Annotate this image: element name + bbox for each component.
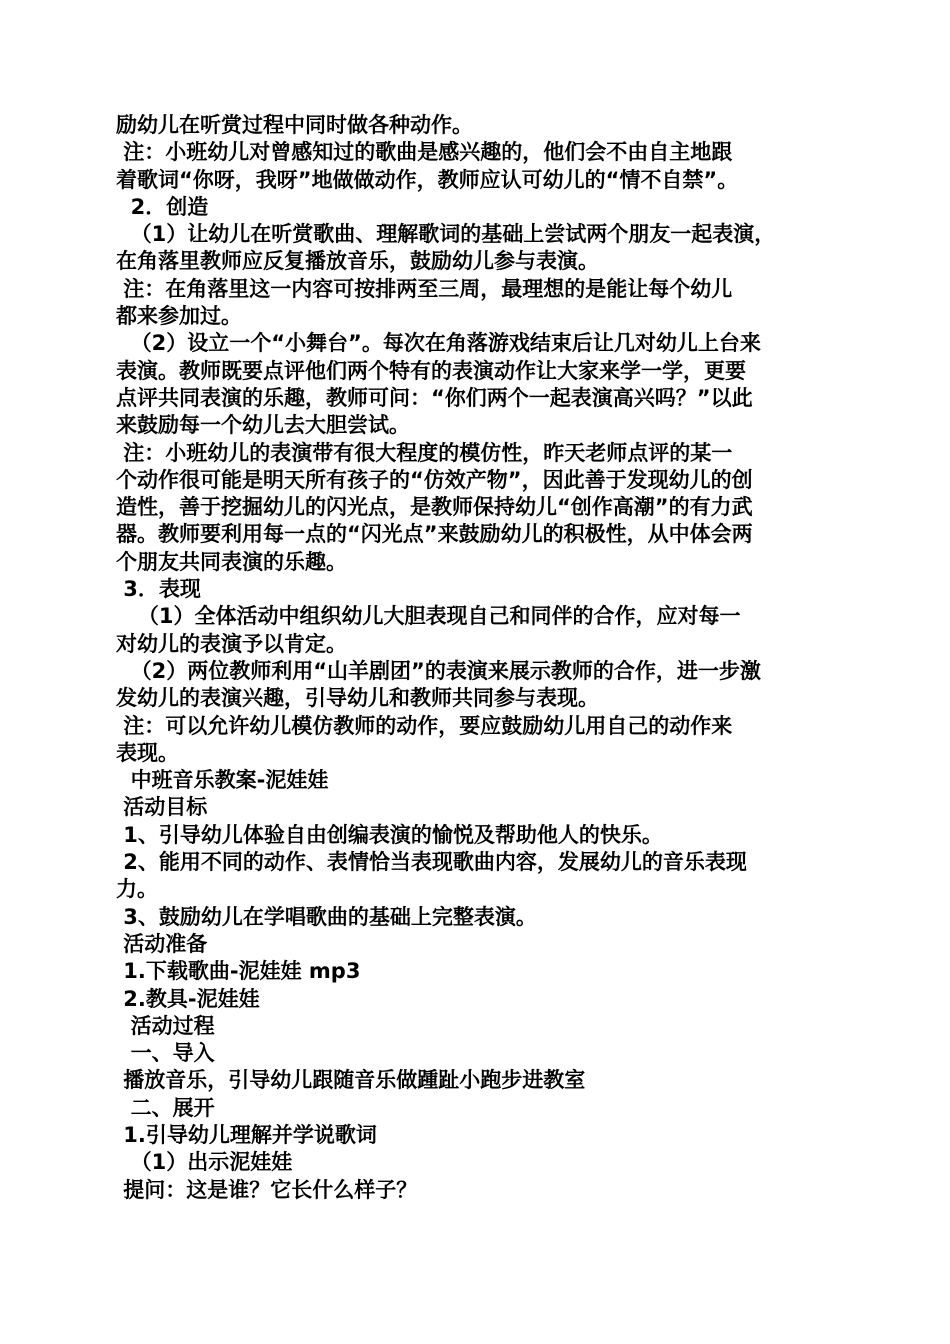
- text-line: 播放音乐，引导幼儿跟随音乐做踵趾小跑步进教室: [116, 1068, 586, 1093]
- text-line: 2、能用不同的动作、表情恰当表现歌曲内容，发展幼儿的音乐表现: [116, 850, 747, 875]
- text-line: 活动目标: [116, 795, 208, 820]
- text-line: 力。: [116, 877, 158, 902]
- text-line: 在角落里教师应反复播放音乐，鼓励幼儿参与表演。: [116, 249, 599, 274]
- text-line: 个动作很可能是明天所有孩子的“仿效产物”，因此善于发现幼儿的创: [116, 467, 753, 492]
- text-line: 发幼儿的表演兴趣，引导幼儿和教师共同参与表现。: [116, 686, 599, 711]
- text-line: 3、鼓励幼儿在学唱歌曲的基础上完整表演。: [116, 904, 537, 929]
- document-body: [116, 112, 856, 1204]
- text-line: 点评共同表演的乐趣，教师可问：“你们两个一起表演高兴吗？”以此: [116, 385, 753, 410]
- text-line: 来鼓励每一个幼儿去大胆尝试。: [116, 413, 410, 438]
- text-line: 1、引导幼儿体验自由创编表演的愉悦及帮助他人的快乐。: [116, 822, 663, 847]
- text-line: 1.下载歌曲-泥娃娃 mp3: [116, 959, 361, 984]
- text-line: 注：小班幼儿的表演带有很大程度的模仿性，昨天老师点评的某一: [116, 440, 733, 465]
- text-line: 一、导入: [116, 1041, 215, 1066]
- text-line: 2．创造: [116, 194, 209, 219]
- text-line: 二、展开: [116, 1095, 215, 1120]
- text-line: 着歌词“你呀，我呀”地做做动作，教师应认可幼儿的“情不自禁”。: [116, 167, 739, 192]
- text-line: 提问：这是谁？它长什么样子？: [116, 1177, 418, 1202]
- text-line: 中班音乐教案-泥娃娃: [116, 768, 329, 793]
- text-line: 表演。教师既要点评他们两个特有的表演动作让大家来学一学，更要: [116, 358, 746, 383]
- text-line: 造性，善于挖掘幼儿的闪光点，是教师保持幼儿“创作高潮”的有力武: [116, 495, 753, 520]
- text-line: 注：在角落里这一内容可按排两至三周，最理想的是能让每个幼儿: [116, 276, 733, 301]
- text-line: 都来参加过。: [116, 304, 242, 329]
- text-line: 个朋友共同表演的乐趣。: [116, 549, 347, 574]
- text-line: 活动过程: [116, 1013, 215, 1038]
- text-line: （1）让幼儿在听赏歌曲、理解歌词的基础上尝试两个朋友一起表演，: [116, 222, 776, 247]
- text-line: 表现。: [116, 740, 179, 765]
- text-line: 注：小班幼儿对曾感知过的歌曲是感兴趣的，他们会不由自主地跟: [116, 140, 733, 165]
- text-line: （2）设立一个“小舞台”。每次在角落游戏结束后让几对幼儿上台来: [116, 331, 761, 356]
- text-line: 器。教师要利用每一点的“闪光点”来鼓励幼儿的积极性，从中体会两: [116, 522, 753, 547]
- text-line: （1）出示泥娃娃: [116, 1150, 293, 1175]
- text-line: 对幼儿的表演予以肯定。: [116, 631, 347, 656]
- text-line: （2）两位教师利用“山羊剧团”的表演来展示教师的合作，进一步激: [116, 658, 761, 683]
- text-line: 活动准备: [116, 931, 208, 956]
- text-line: 1.引导幼儿理解并学说歌词: [116, 1122, 377, 1147]
- text-line: 励幼儿在听赏过程中同时做各种动作。: [116, 113, 473, 137]
- text-line: 2.教具-泥娃娃: [116, 986, 260, 1011]
- text-line: 注：可以允许幼儿模仿教师的动作，要应鼓励幼儿用自己的动作来: [116, 713, 733, 738]
- text-line: 3．表现: [116, 577, 201, 602]
- text-line: （1）全体活动中组织幼儿大胆表现自己和同伴的合作，应对每一: [116, 604, 741, 629]
